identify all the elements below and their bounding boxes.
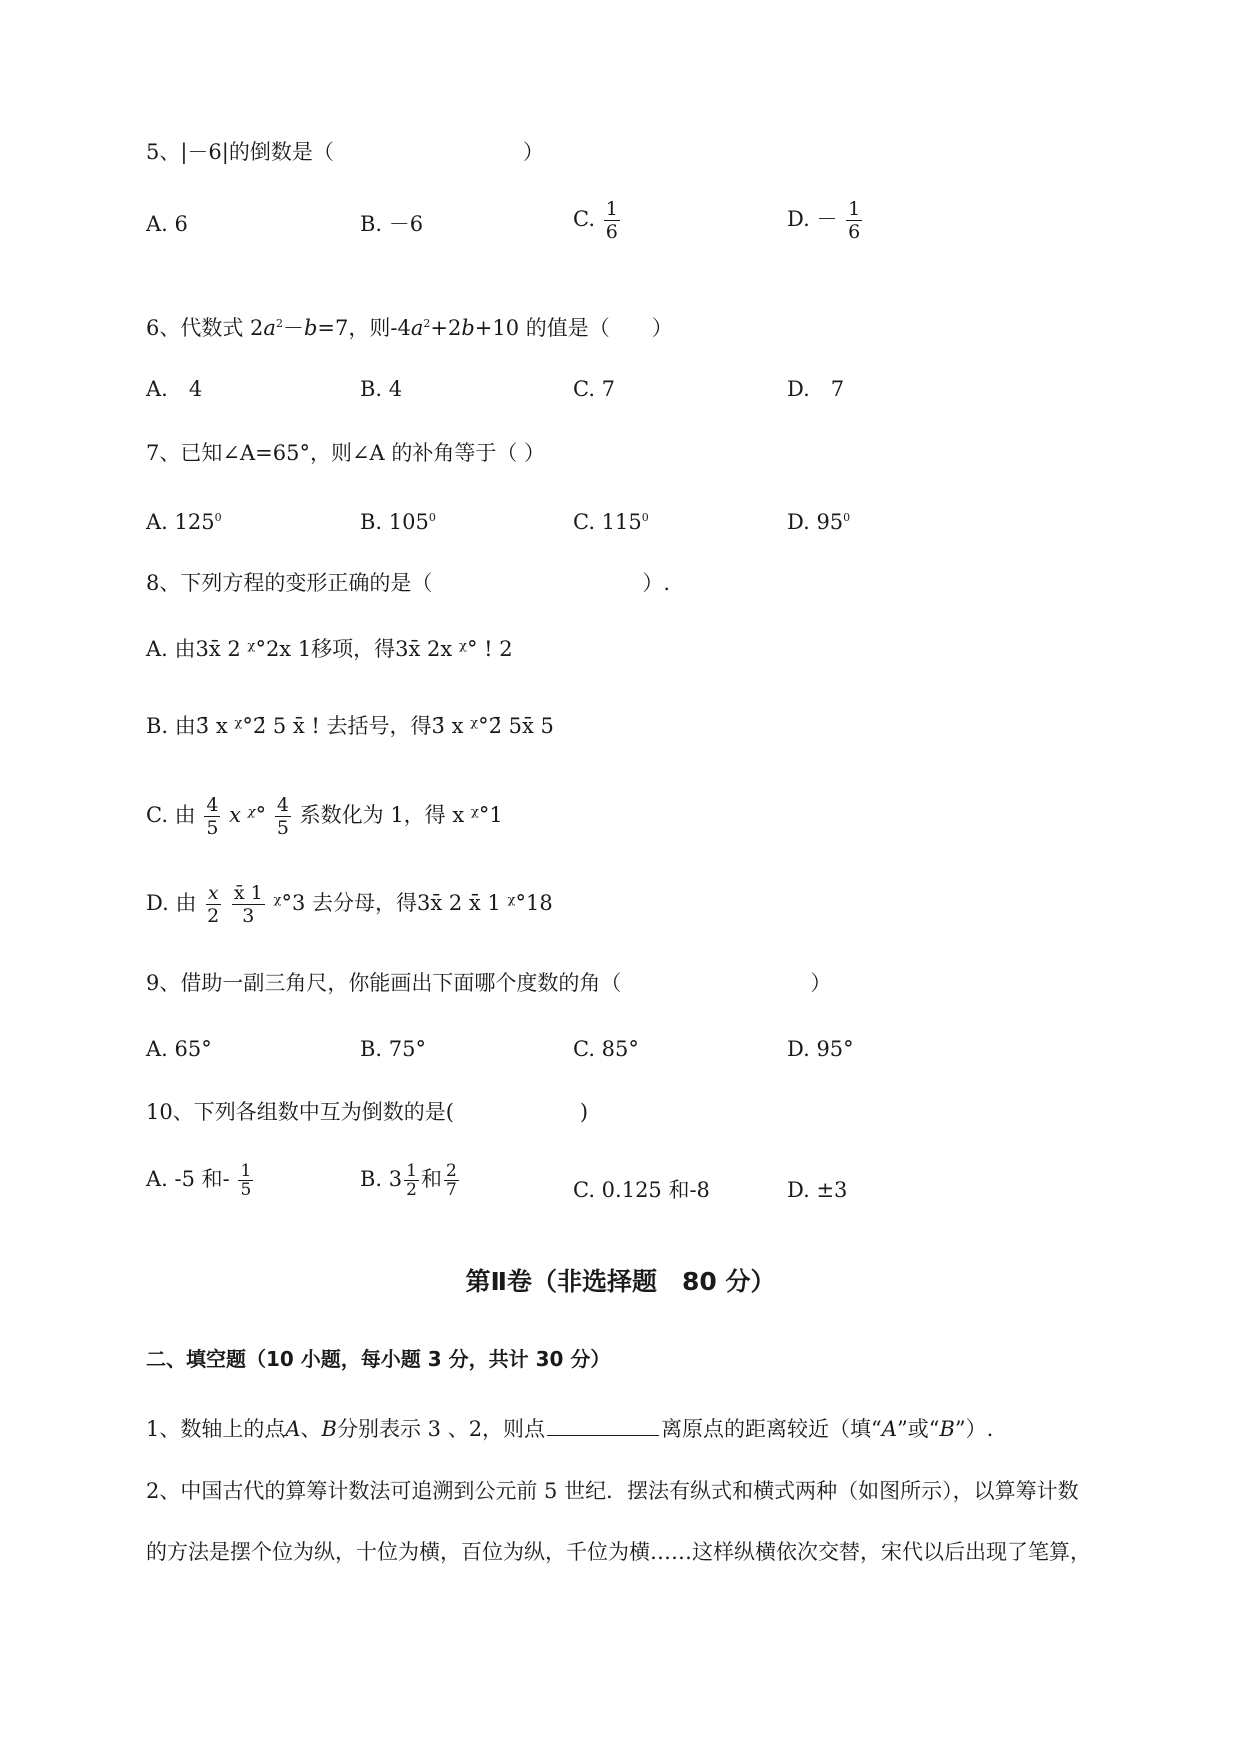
q7-option-c-text: C. 115 xyxy=(573,510,642,534)
q6-exponent: 2 xyxy=(275,317,283,330)
q6-stem-part: － xyxy=(282,316,304,340)
q7-option-a xyxy=(146,503,222,537)
q6-stem-part: +2 xyxy=(430,316,462,340)
q10-option-a xyxy=(146,1162,255,1199)
q6-exponent: 2 xyxy=(423,317,431,330)
q7-option-c xyxy=(573,503,649,537)
f1-choice-a: A xyxy=(881,1417,897,1441)
f1-point-b: B xyxy=(321,1417,337,1441)
q6-option-c: C. 7 xyxy=(573,377,616,401)
q10-option-b-fraction-2 xyxy=(444,1162,459,1199)
q5-option-d-fraction xyxy=(846,198,862,243)
q6-stem xyxy=(146,309,673,343)
q8-option-c-expr: x ᵡ° xyxy=(229,803,267,827)
degree-mark: 0 xyxy=(843,511,851,524)
q8-option-d-label: D. 由 xyxy=(146,891,197,915)
q6-option-b: B. 4 xyxy=(360,377,403,401)
q6-var-a: a xyxy=(263,316,276,340)
fraction-denominator: 5 xyxy=(206,817,219,839)
fraction-denominator: 7 xyxy=(445,1180,457,1200)
q6-stem-part: +10 的值是（ ） xyxy=(474,316,673,340)
q5-option-c xyxy=(573,198,622,243)
f1-text: 分别表示 3 、2，则点 xyxy=(336,1417,546,1441)
fraction-denominator: 6 xyxy=(848,221,861,243)
q9-option-b: B. 75° xyxy=(360,1037,427,1061)
q5-option-d xyxy=(787,198,864,243)
q5-option-c-fraction xyxy=(604,198,620,243)
q5-option-c-label: C. xyxy=(573,207,595,231)
fraction-denominator: 3 xyxy=(242,905,255,927)
fraction-numerator: x̄ 1 xyxy=(233,882,263,904)
q8-option-c-label: C. 由 xyxy=(146,803,196,827)
q7-option-d xyxy=(787,503,850,537)
q7-option-a-text: A. 125 xyxy=(146,510,215,534)
q10-option-b-fraction xyxy=(404,1162,419,1199)
q8-option-d-tail: ᵡ°3 去分母，得3x̄ 2 x̄ 1 ᵡ°18 xyxy=(273,891,553,915)
q6-var-a: a xyxy=(410,316,424,340)
q8-option-c-fraction-2 xyxy=(275,794,291,839)
fraction-denominator: 5 xyxy=(276,817,289,839)
q6-var-b: b xyxy=(303,316,318,340)
q8-stem: 8、下列方程的变形正确的是（ ）. xyxy=(146,571,671,595)
q6-var-b: b xyxy=(461,316,475,340)
q8-option-a: A. 由3x̄ 2 ᵡ°2x 1移项，得3x̄ 2x ᵡ° ! 2 xyxy=(146,637,513,661)
q9-option-a: A. 65° xyxy=(146,1037,212,1061)
q8-option-b: B. 由3̄ x ᵡ°2̄ 5 x̄ ! 去括号，得3̄ x ᵡ°2̄ 5x̄ 5 xyxy=(146,714,554,738)
q10-option-c: C. 0.125 和-8 xyxy=(573,1178,710,1202)
q9-stem: 9、借助一副三角尺，你能画出下面哪个度数的角（ ） xyxy=(146,971,832,995)
f1-text: ”）. xyxy=(954,1417,994,1441)
q9-option-c: C. 85° xyxy=(573,1037,639,1061)
f1-text: 、 xyxy=(300,1417,322,1441)
q10-stem: 10、下列各组数中互为倒数的是( ) xyxy=(146,1100,589,1124)
fraction-numerator: 4 xyxy=(206,794,219,816)
fraction-numerator: 2 xyxy=(445,1161,457,1181)
q10-option-a-label: A. -5 和- xyxy=(146,1167,230,1191)
f1-text: 1、数轴上的点 xyxy=(146,1417,286,1441)
q10-option-a-fraction xyxy=(238,1162,253,1199)
fraction-numerator: 4 xyxy=(276,794,289,816)
answer-blank[interactable] xyxy=(547,1415,659,1436)
q6-stem-part: 6、代数式 2 xyxy=(146,316,264,340)
q7-option-b-text: B. 105 xyxy=(360,510,429,534)
q8-option-c-tail: 系数化为 1，得 x ᵡ°1 xyxy=(299,803,503,827)
q10-option-b-label: B. 3 xyxy=(360,1167,403,1191)
q6-option-d: D. 7 xyxy=(787,377,845,401)
q8-option-c xyxy=(146,794,503,839)
q8-option-c-fraction xyxy=(204,794,220,839)
fraction-denominator: 2 xyxy=(207,905,220,927)
section-title: 第Ⅱ卷（非选择题 80 分） xyxy=(465,1267,776,1296)
fraction-denominator: 5 xyxy=(240,1180,252,1200)
degree-mark: 0 xyxy=(428,511,436,524)
fraction-numerator: 1 xyxy=(406,1161,417,1181)
q10-option-b xyxy=(360,1162,461,1199)
q8-option-d-fraction-2 xyxy=(232,882,265,927)
q8-option-d xyxy=(146,882,553,927)
fill-question-2-line-2: 的方法是摆个位为纵，十位为横，百位为纵，千位为横……这样纵横依次交替，宋代以后出现了笔算， xyxy=(146,1540,1091,1564)
q6-option-a: A. 4 xyxy=(146,377,203,401)
q10-option-b-and: 和 xyxy=(420,1167,442,1191)
q7-option-b xyxy=(360,503,436,537)
q10-option-d: D. ±3 xyxy=(787,1178,848,1202)
degree-mark: 0 xyxy=(641,511,649,524)
q5-stem: 5、|－6|的倒数是（ ） xyxy=(146,140,544,164)
q6-stem-part: =7，则-4 xyxy=(317,316,411,340)
f1-choice-b: B xyxy=(939,1417,955,1441)
fraction-numerator: 1 xyxy=(848,198,861,220)
f1-text: ”或“ xyxy=(896,1417,940,1441)
q7-stem: 7、已知∠A=65°，则∠A 的补角等于（ ） xyxy=(146,441,546,465)
fraction-numerator: 1 xyxy=(605,198,618,220)
q5-option-b: B. －6 xyxy=(360,212,424,236)
q7-option-d-text: D. 95 xyxy=(787,510,844,534)
q5-option-a: A. 6 xyxy=(146,212,188,236)
q8-option-d-fraction xyxy=(205,882,221,927)
fill-question-1 xyxy=(146,1407,1166,1452)
fraction-numerator: x xyxy=(207,882,219,904)
f1-point-a: A xyxy=(285,1417,301,1441)
degree-mark: 0 xyxy=(214,511,222,524)
fill-question-2-line-1: 2、中国古代的算筹计数法可追溯到公元前 5 世纪．摆法有纵式和横式两种（如图所示），以算筹计数 xyxy=(146,1479,1079,1503)
fraction-numerator: 1 xyxy=(240,1161,252,1181)
section-heading: 二、填空题（10 小题，每小题 3 分，共计 30 分） xyxy=(146,1347,611,1371)
q5-option-d-label: D. － xyxy=(787,207,838,231)
f1-text: 离原点的距离较近（填“ xyxy=(661,1417,882,1441)
fraction-denominator: 2 xyxy=(406,1180,417,1200)
fraction-denominator: 6 xyxy=(605,221,618,243)
q9-option-d: D. 95° xyxy=(787,1037,854,1061)
